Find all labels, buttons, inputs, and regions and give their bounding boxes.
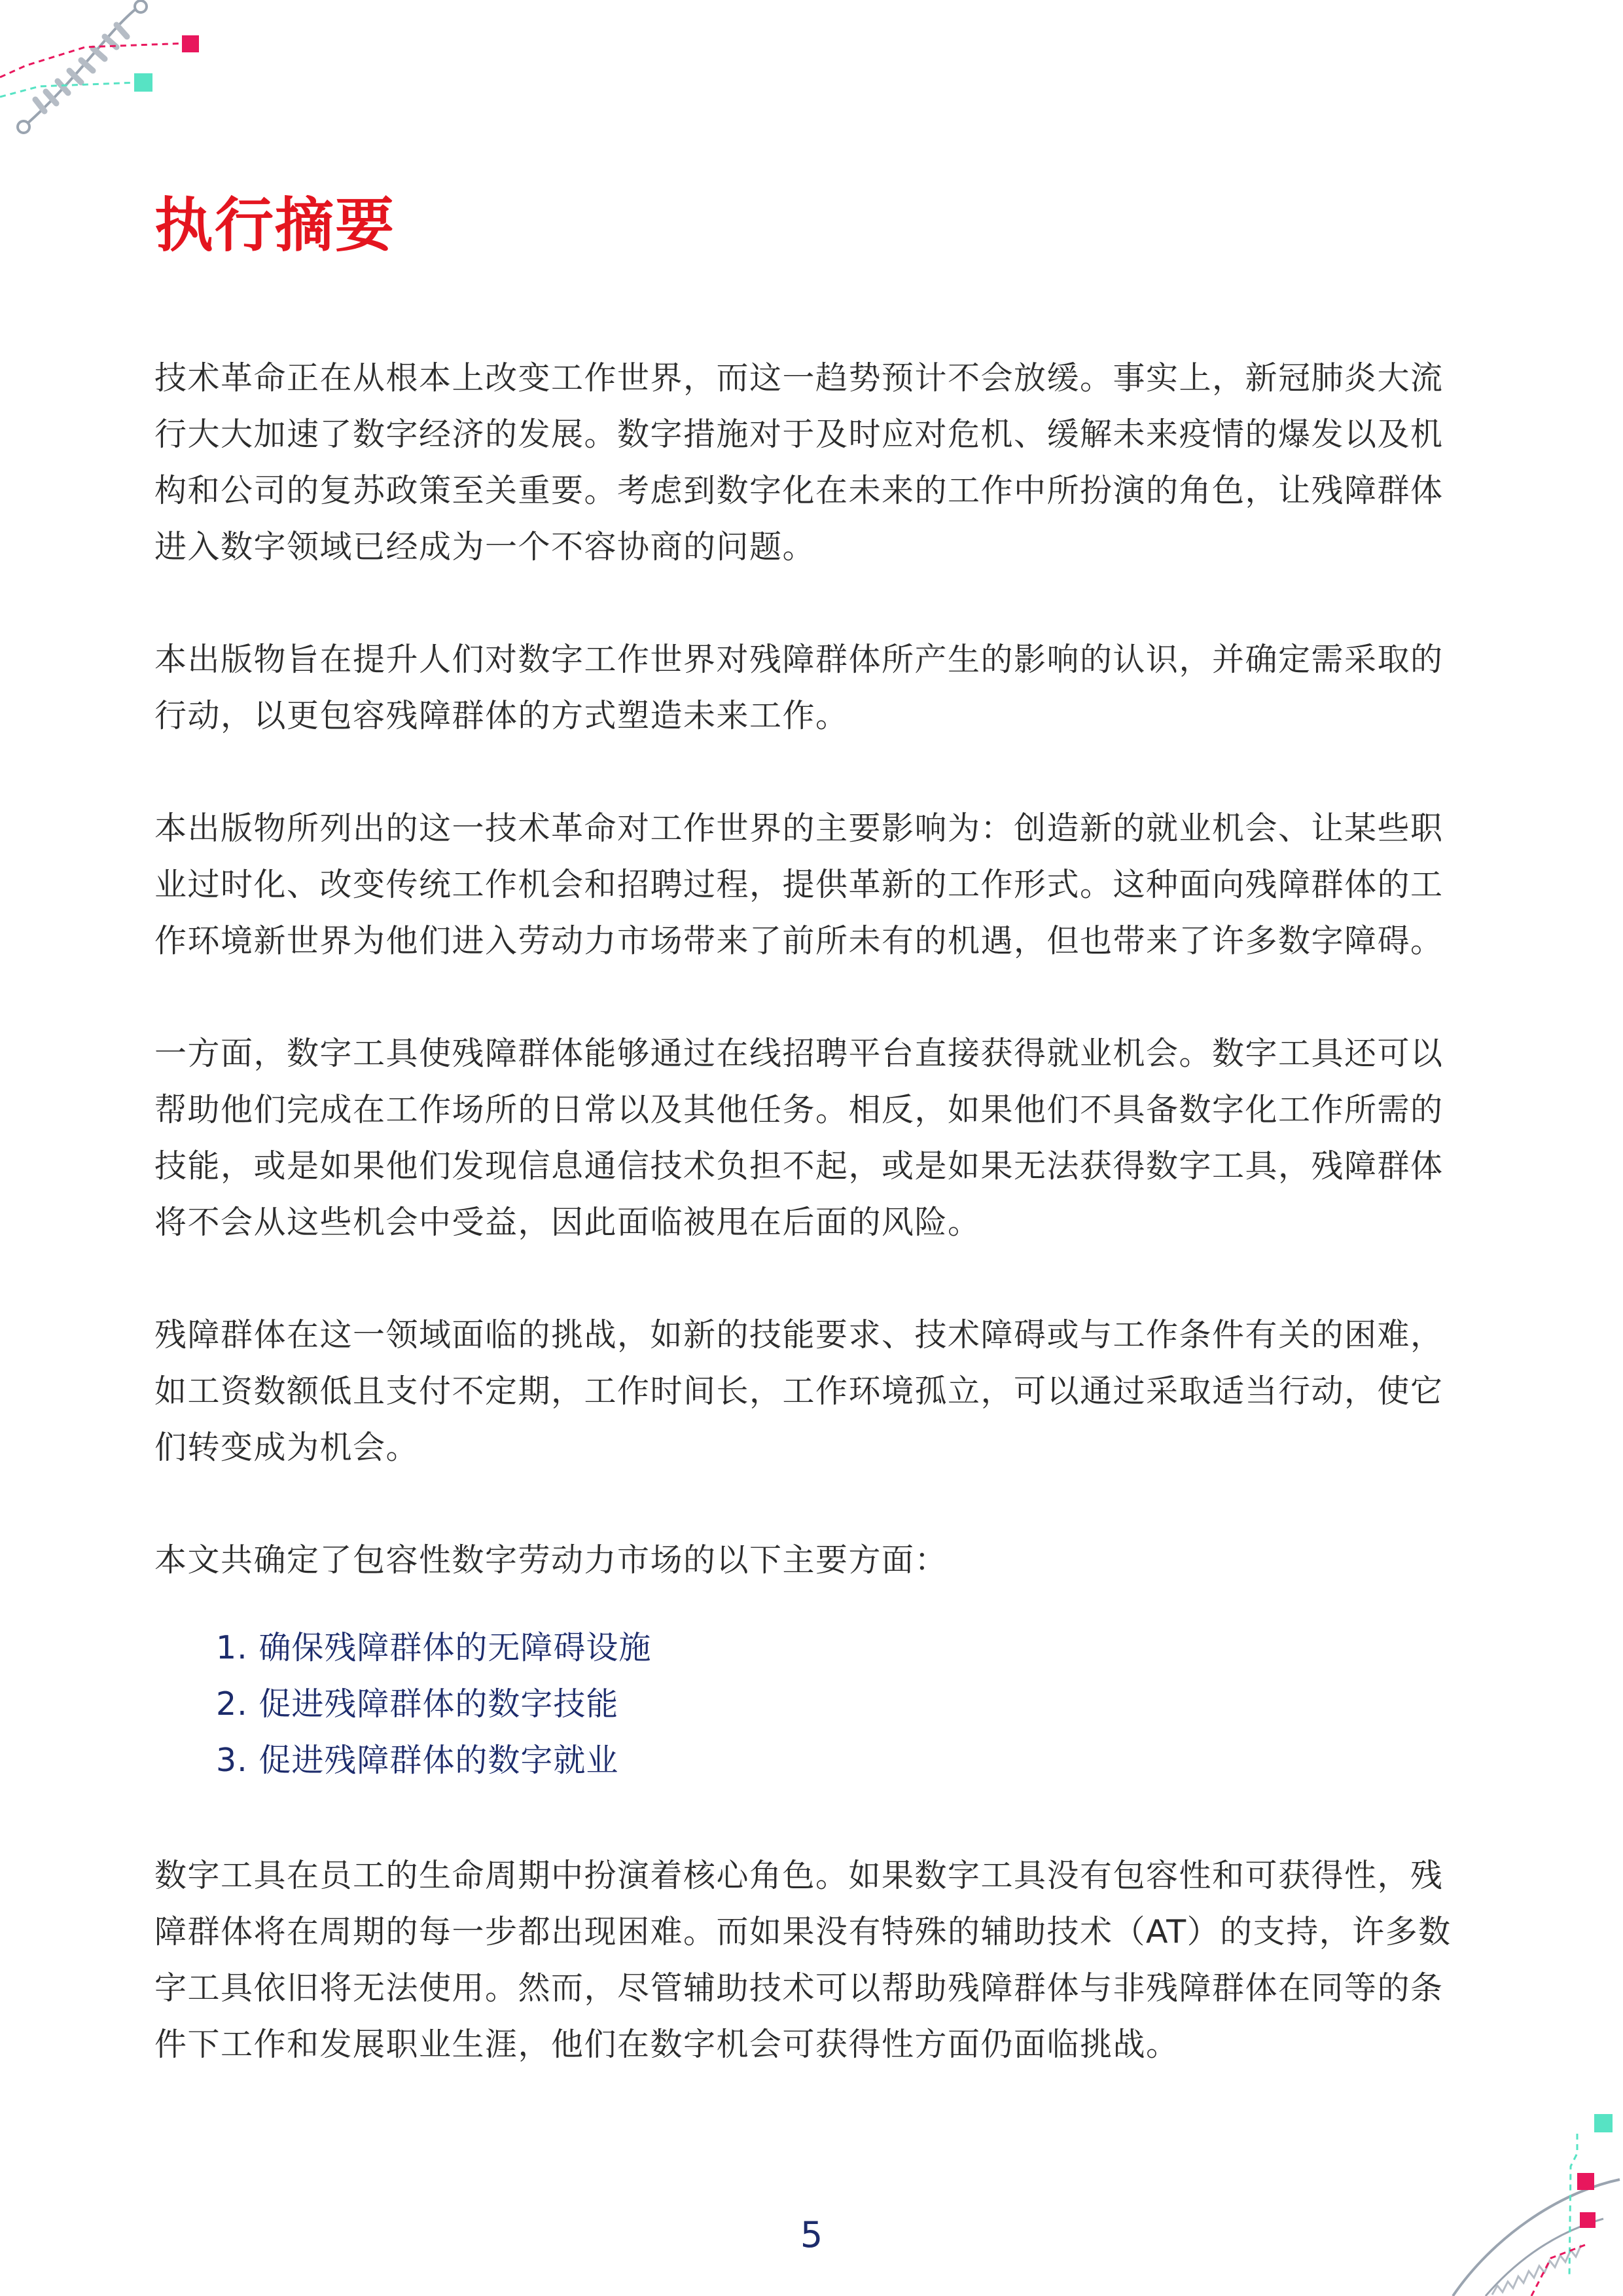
body-paragraph: 本出版物所列出的这一技术革命对工作世界的主要影响为：创造新的就业机会、让某些职业过时化、改变传统工作机会和招聘过程，提供革新的工作形式。这种面向残障群体的工作环境新世界为他们进入劳动力市场带来了前所未有的机遇，但也带来了许多数字障碍。	[154, 810, 1444, 960]
deco-arc-line	[1486, 2219, 1603, 2296]
focus-area-item: 1. 确保残障群体的无障碍设施	[216, 1629, 652, 1666]
page-title: 执行摘要	[154, 191, 395, 260]
deco-node-circle	[135, 1, 147, 12]
deco-teal-square	[1594, 2114, 1613, 2132]
deco-arc-line	[1453, 2179, 1620, 2296]
deco-node-circle	[18, 121, 29, 133]
deco-pink-square	[1577, 2173, 1594, 2190]
focus-area-item: 3. 促进残障群体的数字就业	[216, 1742, 619, 1779]
closing-paragraph: 数字工具在员工的生命周期中扮演着核心角色。如果数字工具没有包容性和可获得性，残障群体将在周期的每一步都出现困难。而如果没有特殊的辅助技术（AT）的支持，许多数字工具依旧将无法使用。然而，尽管辅助技术可以帮助残障群体与非残障群体在同等的条件下工作和发展职业生涯，他们在数字机会可获得性方面仍面临挑战。	[154, 1857, 1452, 2063]
deco-zigzag-ticks	[1492, 2245, 1581, 2295]
deco-teal-square	[134, 73, 152, 92]
body-paragraph: 本文共确定了包容性数字劳动力市场的以下主要方面：	[154, 1541, 948, 1579]
bottom-right-decoration	[1440, 2114, 1623, 2296]
body-paragraph: 本出版物旨在提升人们对数字工作世界对残障群体所产生的影响的认识，并确定需采取的行动，以更包容残障群体的方式塑造未来工作。	[154, 641, 1444, 734]
summary-body	[154, 350, 1470, 2129]
deco-pink-square	[182, 35, 199, 52]
body-paragraph: 残障群体在这一领域面临的挑战，如新的技能要求、技术障碍或与工作条件有关的困难，如工资数额低且支付不定期，工作时间长，工作环境孤立，可以通过采取适当行动，使它们转变成为机会。	[154, 1316, 1444, 1466]
page-number: 5	[800, 2214, 823, 2255]
body-paragraph: 一方面，数字工具使残障群体能够通过在线招聘平台直接获得就业机会。数字工具还可以帮助他们完成在工作场所的日常以及其他任务。相反，如果他们不具备数字化工作所需的技能，或是如果他们发现信息通信技术负担不起，或是如果无法获得数字工具，残障群体将不会从这些机会中受益，因此面临被甩在后面的风险。	[154, 1035, 1444, 1241]
deco-pink-square	[1580, 2212, 1596, 2228]
top-left-decoration	[0, 0, 216, 144]
body-paragraph: 技术革命正在从根本上改变工作世界，而这一趋势预计不会放缓。事实上，新冠肺炎大流行大大加速了数字经济的发展。数字措施对于及时应对危机、缓解未来疫情的爆发以及机构和公司的复苏政策至关重要。考虑到数字化在未来的工作中所扮演的角色，让残障群体进入数字领域已经成为一个不容协商的问题。	[154, 359, 1444, 565]
focus-area-item: 2. 促进残障群体的数字技能	[216, 1685, 619, 1723]
focus-area-list	[154, 1620, 1470, 1789]
